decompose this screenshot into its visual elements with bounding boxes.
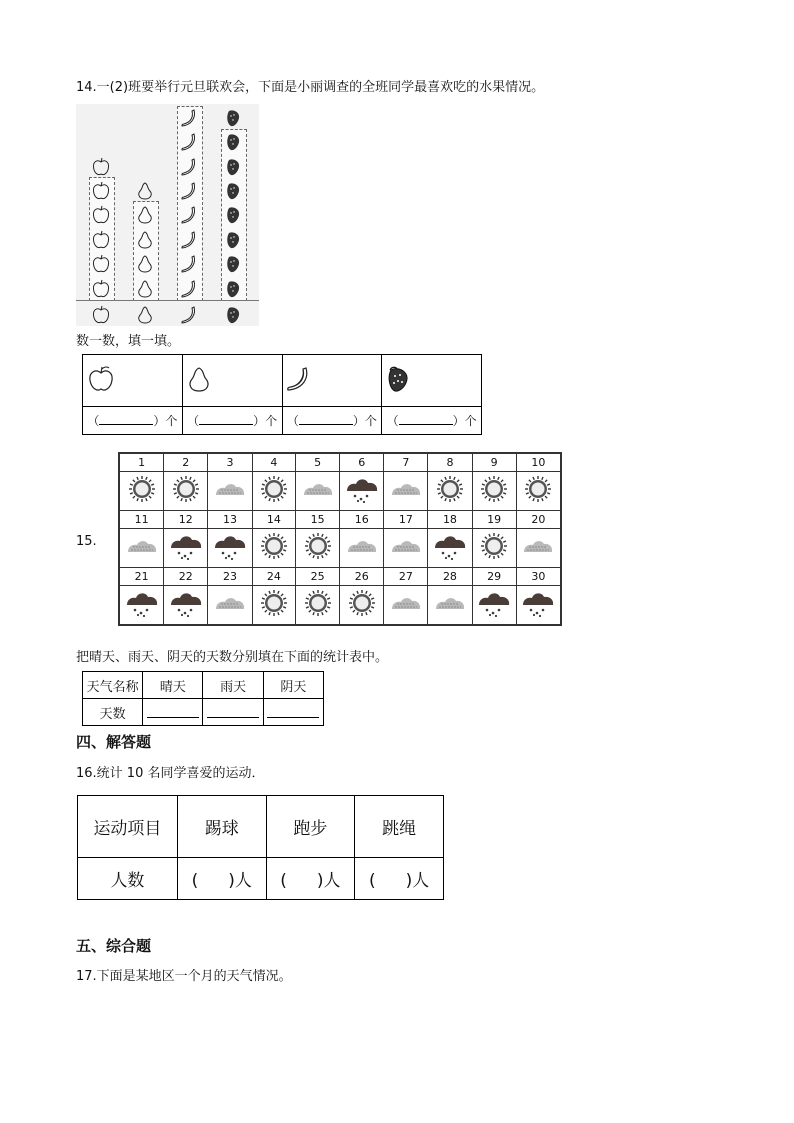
day-number: 20 [516, 511, 561, 529]
day-weather-cloudy [428, 586, 472, 626]
sun-icon [259, 588, 289, 618]
day-weather-rainy [472, 586, 516, 626]
pear-icon [134, 229, 156, 251]
day-number: 5 [296, 453, 340, 472]
paren-close: ） [253, 414, 266, 428]
unit-label: 个 [464, 414, 477, 428]
apple-icon [90, 278, 112, 300]
rain-cloud-icon [168, 589, 204, 617]
rain-cloud-icon [124, 589, 160, 617]
day-number: 2 [164, 453, 208, 472]
day-number: 6 [340, 453, 384, 472]
sun-icon [479, 474, 509, 504]
strawberry-count-blank[interactable] [399, 414, 453, 425]
day-number: 4 [252, 453, 296, 472]
pear-count-cell[interactable] [182, 407, 282, 435]
strawberry-icon [222, 131, 244, 153]
day-number: 23 [208, 568, 252, 586]
day-number: 12 [164, 511, 208, 529]
banana-icon [178, 278, 200, 300]
rain-cloud-icon [168, 532, 204, 560]
cloud-icon [213, 478, 247, 500]
day-number: 15 [296, 511, 340, 529]
day-weather-sunny [428, 472, 472, 511]
sun-icon [171, 474, 201, 504]
apple-icon [90, 253, 112, 275]
banana-count-cell[interactable] [282, 407, 382, 435]
banana-icon [178, 131, 200, 153]
day-weather-cloudy [384, 586, 428, 626]
apple-cell [83, 355, 183, 407]
strawberry-icon [222, 253, 244, 275]
paren-close: ） [153, 414, 166, 428]
cloud-icon [345, 535, 379, 557]
banana-icon [178, 304, 200, 326]
rope-count-input[interactable] [355, 858, 444, 900]
header-rainy: 雨天 [203, 672, 263, 699]
day-weather-cloudy [384, 529, 428, 568]
day-weather-sunny [252, 472, 296, 511]
q16-prompt: 16.统计 10 名同学喜爱的运动． [76, 766, 265, 781]
day-weather-rainy [516, 586, 561, 626]
day-weather-sunny [164, 472, 208, 511]
banana-icon [178, 180, 200, 202]
rain-cloud-icon [476, 589, 512, 617]
day-weather-rainy [340, 472, 384, 511]
strawberry-icon [222, 278, 244, 300]
day-weather-sunny [472, 529, 516, 568]
apple-icon [90, 304, 112, 326]
day-number: 17 [384, 511, 428, 529]
day-weather-rainy [164, 529, 208, 568]
strawberry-count-cell[interactable] [382, 407, 482, 435]
day-number: 9 [472, 453, 516, 472]
day-number: 8 [428, 453, 472, 472]
pear-count-blank[interactable] [199, 414, 253, 425]
cloud-icon [213, 592, 247, 614]
pear-icon [134, 253, 156, 275]
apple-icon [90, 229, 112, 251]
q15-instruction: 把晴天、雨天、阴天的天数分别填在下面的统计表中。 [76, 650, 389, 665]
day-number: 24 [252, 568, 296, 586]
day-weather-sunny [296, 586, 340, 626]
section-5-title: 五、综合题 [76, 937, 152, 955]
paren-open: （ [286, 414, 299, 428]
header-rope-skipping: 跳绳 [355, 796, 444, 858]
pear-icon [134, 180, 156, 202]
strawberry-icon [222, 180, 244, 202]
strawberry-icon [222, 204, 244, 226]
header-sunny: 晴天 [143, 672, 203, 699]
sun-icon [347, 588, 377, 618]
paren-open: ( [369, 871, 376, 891]
unit-label: 个 [265, 414, 278, 428]
strawberry-icon [222, 107, 244, 129]
sunny-days-input[interactable] [143, 699, 203, 726]
apple-count-cell[interactable] [83, 407, 183, 435]
header-football: 踢球 [177, 796, 266, 858]
day-number: 29 [472, 568, 516, 586]
apple-icon [90, 180, 112, 202]
pear-icon [184, 364, 214, 394]
q14-instruction: 数一数，填一填。 [76, 334, 181, 349]
paren-close: ） [452, 414, 465, 428]
paren-open: （ [386, 414, 399, 428]
day-weather-rainy [428, 529, 472, 568]
football-count-input[interactable] [177, 858, 266, 900]
fruit-count-table [82, 354, 482, 435]
day-weather-cloudy [208, 586, 252, 626]
sun-icon [479, 531, 509, 561]
banana-icon [283, 364, 313, 394]
cloud-icon [389, 478, 423, 500]
strawberry-icon [222, 304, 244, 326]
strawberry-cell [382, 355, 482, 407]
day-number: 3 [208, 453, 252, 472]
apple-icon [86, 364, 116, 394]
q17-prompt: 17.下面是某地区一个月的天气情况。 [76, 969, 292, 984]
sun-icon [303, 588, 333, 618]
day-number: 27 [384, 568, 428, 586]
header-cloudy: 阴天 [263, 672, 323, 699]
apple-count-blank[interactable] [99, 414, 153, 425]
paren-close-unit: )人 [228, 871, 252, 891]
fruit-pictograph [76, 104, 259, 326]
cloud-icon [389, 592, 423, 614]
day-number: 16 [340, 511, 384, 529]
day-number: 28 [428, 568, 472, 586]
section-4-title: 四、解答题 [76, 733, 152, 751]
paren-open: （ [87, 414, 100, 428]
day-number: 7 [384, 453, 428, 472]
day-number: 10 [516, 453, 561, 472]
header-running: 跑步 [266, 796, 355, 858]
day-number: 13 [208, 511, 252, 529]
unit-label: 个 [165, 414, 178, 428]
sun-icon [523, 474, 553, 504]
day-weather-cloudy [208, 472, 252, 511]
day-weather-cloudy [119, 529, 164, 568]
sun-icon [259, 531, 289, 561]
sun-icon [259, 474, 289, 504]
q14-prompt: 14.一(2)班要举行元旦联欢会，下面是小丽调查的全班同学最喜欢吃的水果情况。 [76, 80, 545, 95]
row-label-days: 天数 [83, 699, 143, 726]
paren-open: （ [187, 414, 200, 428]
apple-icon [90, 156, 112, 178]
rainy-days-input[interactable] [203, 699, 263, 726]
sun-icon [127, 474, 157, 504]
day-weather-cloudy [516, 529, 561, 568]
strawberry-icon [222, 156, 244, 178]
paren-open: ( [280, 871, 287, 891]
running-count-input[interactable] [266, 858, 355, 900]
unit-label: 个 [364, 414, 377, 428]
cloud-icon [301, 478, 335, 500]
pear-icon [134, 278, 156, 300]
day-number: 21 [119, 568, 164, 586]
day-number: 18 [428, 511, 472, 529]
cloud-icon [521, 535, 555, 557]
day-weather-sunny [340, 586, 384, 626]
paren-close-unit: )人 [316, 871, 341, 891]
apple-icon [90, 204, 112, 226]
banana-icon [178, 156, 200, 178]
rain-cloud-icon [432, 532, 468, 560]
sun-icon [303, 531, 333, 561]
day-number: 1 [119, 453, 164, 472]
cloud-icon [433, 592, 467, 614]
paren-open: ( [191, 871, 199, 891]
day-number: 14 [252, 511, 296, 529]
banana-cell [282, 355, 382, 407]
day-number: 11 [119, 511, 164, 529]
day-number: 26 [340, 568, 384, 586]
day-weather-sunny [472, 472, 516, 511]
weather-calendar [118, 452, 562, 626]
day-number: 25 [296, 568, 340, 586]
day-number: 30 [516, 568, 561, 586]
row-label-people: 人数 [78, 858, 178, 900]
day-weather-sunny [516, 472, 561, 511]
rain-cloud-icon [344, 475, 380, 503]
sun-icon [435, 474, 465, 504]
cloud-icon [125, 535, 159, 557]
header-sport: 运动项目 [78, 796, 178, 858]
cloudy-days-input[interactable] [263, 699, 323, 726]
paren-close: ） [352, 414, 365, 428]
banana-count-blank[interactable] [299, 414, 353, 425]
day-weather-rainy [208, 529, 252, 568]
banana-icon [178, 253, 200, 275]
day-weather-sunny [252, 586, 296, 626]
pear-icon [134, 204, 156, 226]
day-weather-rainy [119, 586, 164, 626]
pear-cell [182, 355, 282, 407]
strawberry-icon [383, 364, 413, 394]
strawberry-icon [222, 229, 244, 251]
cloud-icon [389, 535, 423, 557]
banana-icon [178, 107, 200, 129]
day-weather-cloudy [296, 472, 340, 511]
rain-cloud-icon [520, 589, 556, 617]
rain-cloud-icon [212, 532, 248, 560]
day-weather-cloudy [340, 529, 384, 568]
day-weather-rainy [164, 586, 208, 626]
sport-table [77, 795, 444, 900]
pear-icon [134, 304, 156, 326]
banana-icon [178, 204, 200, 226]
day-number: 19 [472, 511, 516, 529]
day-weather-sunny [119, 472, 164, 511]
day-weather-sunny [252, 529, 296, 568]
weather-stat-table [82, 671, 324, 726]
q15-number: 15. [76, 534, 97, 549]
banana-icon [178, 229, 200, 251]
pictograph-baseline [76, 300, 259, 301]
paren-close-unit: )人 [405, 871, 430, 891]
header-weather-name: 天气名称 [83, 672, 143, 699]
day-weather-sunny [296, 529, 340, 568]
day-number: 22 [164, 568, 208, 586]
day-weather-cloudy [384, 472, 428, 511]
